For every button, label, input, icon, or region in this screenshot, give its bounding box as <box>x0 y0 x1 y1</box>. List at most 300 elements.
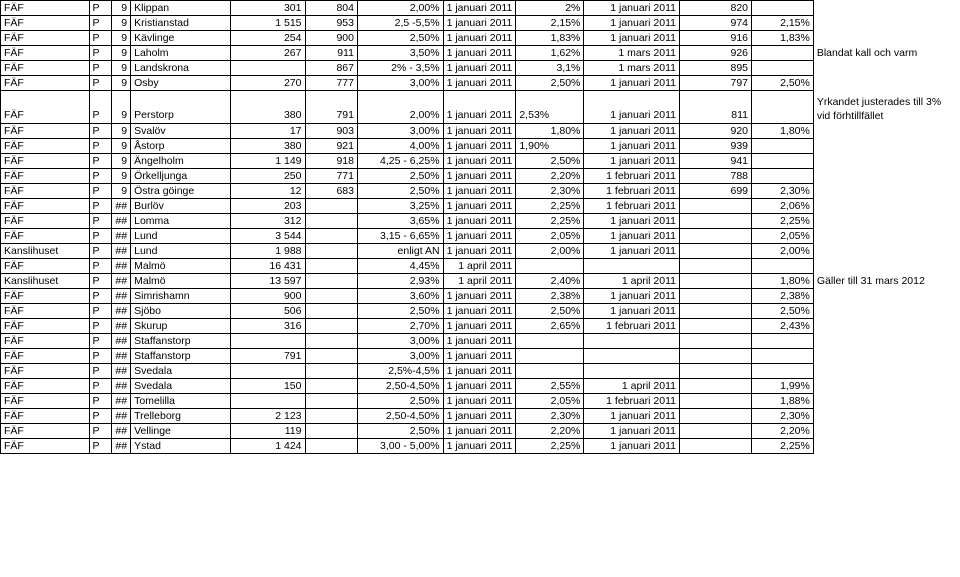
cell-t: P <box>89 319 112 334</box>
cell-nr: 150 <box>230 379 305 394</box>
cell-hojning: 2,93% <box>357 274 443 289</box>
cell-nr <box>230 61 305 76</box>
cell-anst <box>305 259 357 274</box>
cell-slut: 2,50% <box>752 76 814 91</box>
cell-nr <box>230 334 305 349</box>
cell-anst <box>305 424 357 439</box>
cell-fran2: 1 januari 2011 <box>584 16 680 31</box>
cell-slut: 1,80% <box>752 274 814 289</box>
cell-kommun: Perstorp <box>131 91 231 124</box>
cell-org: FÄF <box>1 16 90 31</box>
cell-hojning2 <box>516 334 584 349</box>
cell-t: P <box>89 61 112 76</box>
cell-hojning2: 1,90% <box>516 139 584 154</box>
cell-hojning: 2,50% <box>357 424 443 439</box>
cell-hojning: 3,00% <box>357 76 443 91</box>
cell-fran2: 1 januari 2011 <box>584 139 680 154</box>
cell-g: 9 <box>112 139 131 154</box>
cell-org: FÄF <box>1 184 90 199</box>
cell-note <box>813 334 959 349</box>
cell-note <box>813 304 959 319</box>
cell-org: FÄF <box>1 289 90 304</box>
cell-hojning: 2,50-4,50% <box>357 379 443 394</box>
cell-slut: 2,25% <box>752 439 814 454</box>
cell-nr: 900 <box>230 289 305 304</box>
cell-org: FÄF <box>1 229 90 244</box>
cell-anst <box>305 304 357 319</box>
cell-org: FÄF <box>1 409 90 424</box>
cell-hojning: 2,70% <box>357 319 443 334</box>
table-row <box>1 244 960 259</box>
cell-hojning2: 2,05% <box>516 394 584 409</box>
cell-nr2: 939 <box>680 139 752 154</box>
cell-slut: 2,05% <box>752 229 814 244</box>
cell-hojning: 2,5 -5,5% <box>357 16 443 31</box>
cell-t: P <box>89 214 112 229</box>
cell-fran: 1 april 2011 <box>443 259 516 274</box>
cell-fran: 1 januari 2011 <box>443 364 516 379</box>
cell-nr: 203 <box>230 199 305 214</box>
cell-nr: 1 515 <box>230 16 305 31</box>
cell-anst: 900 <box>305 31 357 46</box>
cell-nr: 270 <box>230 76 305 91</box>
table-row <box>1 154 960 169</box>
cell-anst <box>305 319 357 334</box>
cell-slut <box>752 154 814 169</box>
cell-t: P <box>89 91 112 124</box>
cell-slut <box>752 364 814 379</box>
cell-t: P <box>89 439 112 454</box>
cell-fran: 1 januari 2011 <box>443 46 516 61</box>
cell-org: FÄF <box>1 394 90 409</box>
cell-hojning2: 2,65% <box>516 319 584 334</box>
cell-fran2: 1 januari 2011 <box>584 76 680 91</box>
cell-nr: 316 <box>230 319 305 334</box>
cell-fran2 <box>584 364 680 379</box>
cell-note <box>813 409 959 424</box>
cell-anst: 777 <box>305 76 357 91</box>
cell-fran: 1 januari 2011 <box>443 76 516 91</box>
cell-kommun: Landskrona <box>131 61 231 76</box>
cell-hojning2: 2,05% <box>516 229 584 244</box>
cell-fran: 1 januari 2011 <box>443 304 516 319</box>
cell-slut <box>752 46 814 61</box>
cell-hojning: 2,50% <box>357 31 443 46</box>
cell-note <box>813 259 959 274</box>
table-row <box>1 169 960 184</box>
cell-hojning: 2,00% <box>357 1 443 16</box>
cell-t: P <box>89 244 112 259</box>
cell-anst <box>305 439 357 454</box>
cell-nr2: 797 <box>680 76 752 91</box>
cell-note: Yrkandet justerades till 3% vid förhtillfället <box>816 95 942 122</box>
table-row <box>1 46 960 61</box>
table-row <box>1 379 960 394</box>
cell-nr2 <box>680 394 752 409</box>
cell-org: FÄF <box>1 199 90 214</box>
cell-kommun: Lund <box>131 244 231 259</box>
cell-org: FÄF <box>1 139 90 154</box>
cell-fran2: 1 januari 2011 <box>584 289 680 304</box>
cell-t: P <box>89 124 112 139</box>
cell-kommun: Lund <box>131 229 231 244</box>
cell-nr2 <box>680 214 752 229</box>
cell-note <box>813 124 959 139</box>
cell-anst <box>305 274 357 289</box>
cell-note <box>813 424 959 439</box>
cell-org: FÄF <box>1 1 90 16</box>
cell-slut <box>752 91 814 124</box>
cell-kommun: Malmö <box>131 259 231 274</box>
cell-t: P <box>89 364 112 379</box>
cell-org: FÄF <box>1 46 90 61</box>
cell-nr2: 974 <box>680 16 752 31</box>
cell-hojning2: 2,00% <box>516 244 584 259</box>
cell-nr2 <box>680 229 752 244</box>
cell-fran2: 1 januari 2011 <box>584 304 680 319</box>
table-row <box>1 289 960 304</box>
cell-org: FÄF <box>1 214 90 229</box>
cell-note: Blandat kall och varm <box>816 47 918 59</box>
table-row <box>1 364 960 379</box>
cell-kommun: Lomma <box>131 214 231 229</box>
cell-hojning2 <box>516 349 584 364</box>
cell-note <box>813 214 959 229</box>
cell-fran: 1 januari 2011 <box>443 379 516 394</box>
cell-t: P <box>89 199 112 214</box>
cell-org: FÄF <box>1 439 90 454</box>
cell-nr: 1 424 <box>230 439 305 454</box>
cell-org: FÄF <box>1 379 90 394</box>
cell-org: FÄF <box>1 319 90 334</box>
cell-slut: 2,30% <box>752 409 814 424</box>
cell-t: P <box>89 274 112 289</box>
cell-hojning: 3,00% <box>357 334 443 349</box>
cell-note <box>813 319 959 334</box>
cell-fran: 1 januari 2011 <box>443 31 516 46</box>
cell-hojning2: 2,20% <box>516 169 584 184</box>
cell-note <box>813 349 959 364</box>
cell-org: FÄF <box>1 349 90 364</box>
cell-kommun: Klippan <box>131 1 231 16</box>
cell-g: 9 <box>112 184 131 199</box>
cell-g: ## <box>112 304 131 319</box>
table-row <box>1 274 960 289</box>
cell-kommun: Simrishamn <box>131 289 231 304</box>
cell-nr2: 941 <box>680 154 752 169</box>
cell-nr: 16 431 <box>230 259 305 274</box>
cell-slut: 2,43% <box>752 319 814 334</box>
cell-nr2 <box>680 274 752 289</box>
cell-note <box>813 229 959 244</box>
cell-anst: 918 <box>305 154 357 169</box>
cell-anst: 771 <box>305 169 357 184</box>
cell-kommun: Staffanstorp <box>131 349 231 364</box>
cell-nr2: 699 <box>680 184 752 199</box>
cell-nr: 301 <box>230 1 305 16</box>
cell-slut: 1,88% <box>752 394 814 409</box>
table-row <box>1 439 960 454</box>
cell-fran: 1 januari 2011 <box>443 124 516 139</box>
cell-kommun: Skurup <box>131 319 231 334</box>
cell-hojning: 2% - 3,5% <box>357 61 443 76</box>
cell-fran2: 1 mars 2011 <box>584 61 680 76</box>
cell-kommun: Laholm <box>131 46 231 61</box>
cell-anst <box>305 214 357 229</box>
cell-nr2 <box>680 364 752 379</box>
cell-fran2: 1 februari 2011 <box>584 169 680 184</box>
cell-hojning2: 2,55% <box>516 379 584 394</box>
cell-anst: 903 <box>305 124 357 139</box>
cell-fran: 1 januari 2011 <box>443 139 516 154</box>
cell-note <box>813 289 959 304</box>
cell-g: 9 <box>112 1 131 16</box>
cell-org: FÄF <box>1 334 90 349</box>
cell-hojning: 3,00% <box>357 124 443 139</box>
cell-g: ## <box>112 409 131 424</box>
cell-fran2: 1 februari 2011 <box>584 394 680 409</box>
cell-hojning2: 1,80% <box>516 124 584 139</box>
cell-g: ## <box>112 424 131 439</box>
cell-fran: 1 januari 2011 <box>443 184 516 199</box>
table-row <box>1 394 960 409</box>
cell-org: FÄF <box>1 124 90 139</box>
cell-fran2: 1 januari 2011 <box>584 439 680 454</box>
cell-fran: 1 januari 2011 <box>443 424 516 439</box>
cell-nr2 <box>680 319 752 334</box>
cell-anst <box>305 229 357 244</box>
table-row <box>1 409 960 424</box>
cell-hojning: 4,45% <box>357 259 443 274</box>
cell-note <box>813 16 959 31</box>
table-row <box>1 1 960 16</box>
cell-hojning2: 2,53% <box>516 91 584 124</box>
cell-kommun: Kristianstad <box>131 16 231 31</box>
cell-hojning2: 2,15% <box>516 16 584 31</box>
cell-kommun: Åstorp <box>131 139 231 154</box>
cell-nr: 506 <box>230 304 305 319</box>
table-body <box>1 1 960 454</box>
cell-note <box>813 394 959 409</box>
cell-t: P <box>89 379 112 394</box>
cell-hojning2: 2,25% <box>516 214 584 229</box>
cell-note: Gäller till 31 mars 2012 <box>816 275 925 287</box>
cell-hojning: 3,65% <box>357 214 443 229</box>
cell-g: 9 <box>112 61 131 76</box>
cell-g: 9 <box>112 31 131 46</box>
cell-org: FÄF <box>1 76 90 91</box>
cell-g: ## <box>112 244 131 259</box>
cell-kommun: Vellinge <box>131 424 231 439</box>
table-row <box>1 229 960 244</box>
cell-fran: 1 januari 2011 <box>443 394 516 409</box>
cell-nr: 1 988 <box>230 244 305 259</box>
cell-hojning2: 2% <box>516 1 584 16</box>
cell-slut <box>752 139 814 154</box>
cell-fran: 1 januari 2011 <box>443 409 516 424</box>
cell-fran2: 1 april 2011 <box>584 274 680 289</box>
cell-fran: 1 januari 2011 <box>443 229 516 244</box>
cell-t: P <box>89 349 112 364</box>
cell-t: P <box>89 139 112 154</box>
cell-nr2 <box>680 289 752 304</box>
cell-fran: 1 januari 2011 <box>443 319 516 334</box>
cell-hojning2: 1,62% <box>516 46 584 61</box>
cell-kommun: Tomelilla <box>131 394 231 409</box>
cell-slut: 2,25% <box>752 214 814 229</box>
cell-hojning: 2,50% <box>357 184 443 199</box>
table-row <box>1 124 960 139</box>
cell-anst: 953 <box>305 16 357 31</box>
cell-fran: 1 januari 2011 <box>443 244 516 259</box>
cell-nr: 250 <box>230 169 305 184</box>
table-row <box>1 184 960 199</box>
cell-g: ## <box>112 259 131 274</box>
cell-nr <box>230 364 305 379</box>
cell-nr: 312 <box>230 214 305 229</box>
cell-g: ## <box>112 379 131 394</box>
cell-nr2: 920 <box>680 124 752 139</box>
cell-fran: 1 januari 2011 <box>443 16 516 31</box>
cell-g: 9 <box>112 154 131 169</box>
cell-nr2 <box>680 259 752 274</box>
cell-t: P <box>89 259 112 274</box>
cell-nr2 <box>680 199 752 214</box>
cell-hojning: 2,50% <box>357 304 443 319</box>
cell-note <box>813 184 959 199</box>
cell-anst <box>305 349 357 364</box>
cell-g: ## <box>112 229 131 244</box>
cell-slut: 2,38% <box>752 289 814 304</box>
cell-note <box>813 154 959 169</box>
cell-g: ## <box>112 274 131 289</box>
cell-anst: 804 <box>305 1 357 16</box>
cell-nr2 <box>680 334 752 349</box>
cell-nr2 <box>680 409 752 424</box>
cell-hojning: 2,50-4,50% <box>357 409 443 424</box>
table-row <box>1 199 960 214</box>
cell-g: ## <box>112 394 131 409</box>
cell-slut: 1,99% <box>752 379 814 394</box>
cell-fran2: 1 januari 2011 <box>584 91 680 124</box>
cell-note <box>813 379 959 394</box>
cell-fran: 1 januari 2011 <box>443 1 516 16</box>
cell-anst <box>305 394 357 409</box>
cell-note <box>813 139 959 154</box>
table-row <box>1 304 960 319</box>
cell-fran: 1 januari 2011 <box>443 349 516 364</box>
cell-slut: 2,50% <box>752 304 814 319</box>
cell-org: FÄF <box>1 364 90 379</box>
cell-hojning: 4,25 - 6,25% <box>357 154 443 169</box>
cell-fran: 1 januari 2011 <box>443 214 516 229</box>
cell-note <box>813 31 959 46</box>
cell-fran2: 1 mars 2011 <box>584 46 680 61</box>
cell-nr2: 811 <box>680 91 752 124</box>
cell-note <box>813 1 959 16</box>
cell-nr2 <box>680 349 752 364</box>
cell-slut: 2,06% <box>752 199 814 214</box>
cell-anst <box>305 334 357 349</box>
cell-fran2 <box>584 334 680 349</box>
cell-fran: 1 januari 2011 <box>443 439 516 454</box>
cell-hojning: 3,15 - 6,65% <box>357 229 443 244</box>
cell-anst: 791 <box>305 91 357 124</box>
cell-t: P <box>89 334 112 349</box>
cell-fran2: 1 januari 2011 <box>584 31 680 46</box>
cell-note <box>813 61 959 76</box>
table-row <box>1 259 960 274</box>
cell-anst <box>305 244 357 259</box>
cell-anst: 921 <box>305 139 357 154</box>
cell-nr: 3 544 <box>230 229 305 244</box>
cell-org: FÄF <box>1 169 90 184</box>
cell-g: ## <box>112 214 131 229</box>
cell-anst: 683 <box>305 184 357 199</box>
cell-hojning2: 3,1% <box>516 61 584 76</box>
cell-kommun: Ängelholm <box>131 154 231 169</box>
cell-note <box>813 244 959 259</box>
cell-fran: 1 april 2011 <box>443 274 516 289</box>
table-row <box>1 31 960 46</box>
cell-hojning2: 2,50% <box>516 76 584 91</box>
cell-hojning: 4,00% <box>357 139 443 154</box>
table-row <box>1 16 960 31</box>
cell-hojning2: 2,38% <box>516 289 584 304</box>
cell-org: Kanslihuset <box>1 274 90 289</box>
cell-g: 9 <box>112 124 131 139</box>
cell-fran2: 1 februari 2011 <box>584 199 680 214</box>
cell-fran: 1 januari 2011 <box>443 154 516 169</box>
cell-nr: 380 <box>230 91 305 124</box>
cell-nr2 <box>680 424 752 439</box>
cell-g: ## <box>112 199 131 214</box>
cell-fran2: 1 januari 2011 <box>584 409 680 424</box>
cell-kommun: Staffanstorp <box>131 334 231 349</box>
cell-g: ## <box>112 349 131 364</box>
cell-nr <box>230 394 305 409</box>
cell-kommun: Trelleborg <box>131 409 231 424</box>
cell-fran2: 1 januari 2011 <box>584 424 680 439</box>
cell-kommun: Svedala <box>131 379 231 394</box>
cell-hojning2: 2,20% <box>516 424 584 439</box>
cell-kommun: Örkelljunga <box>131 169 231 184</box>
cell-org: FÄF <box>1 304 90 319</box>
cell-fran2: 1 februari 2011 <box>584 319 680 334</box>
cell-anst: 911 <box>305 46 357 61</box>
cell-fran2: 1 januari 2011 <box>584 154 680 169</box>
table-row <box>1 319 960 334</box>
cell-g: ## <box>112 334 131 349</box>
cell-hojning: 3,00 - 5,00% <box>357 439 443 454</box>
cell-t: P <box>89 46 112 61</box>
cell-hojning2 <box>516 259 584 274</box>
cell-g: ## <box>112 364 131 379</box>
cell-g: ## <box>112 289 131 304</box>
cell-hojning: 3,50% <box>357 46 443 61</box>
cell-hojning: 3,60% <box>357 289 443 304</box>
cell-nr: 380 <box>230 139 305 154</box>
cell-nr: 13 597 <box>230 274 305 289</box>
cell-nr: 1 149 <box>230 154 305 169</box>
cell-hojning2: 2,50% <box>516 154 584 169</box>
cell-slut: 2,30% <box>752 184 814 199</box>
cell-fran2: 1 april 2011 <box>584 379 680 394</box>
cell-fran: 1 januari 2011 <box>443 91 516 124</box>
cell-slut <box>752 169 814 184</box>
cell-t: P <box>89 1 112 16</box>
cell-fran2: 1 januari 2011 <box>584 1 680 16</box>
